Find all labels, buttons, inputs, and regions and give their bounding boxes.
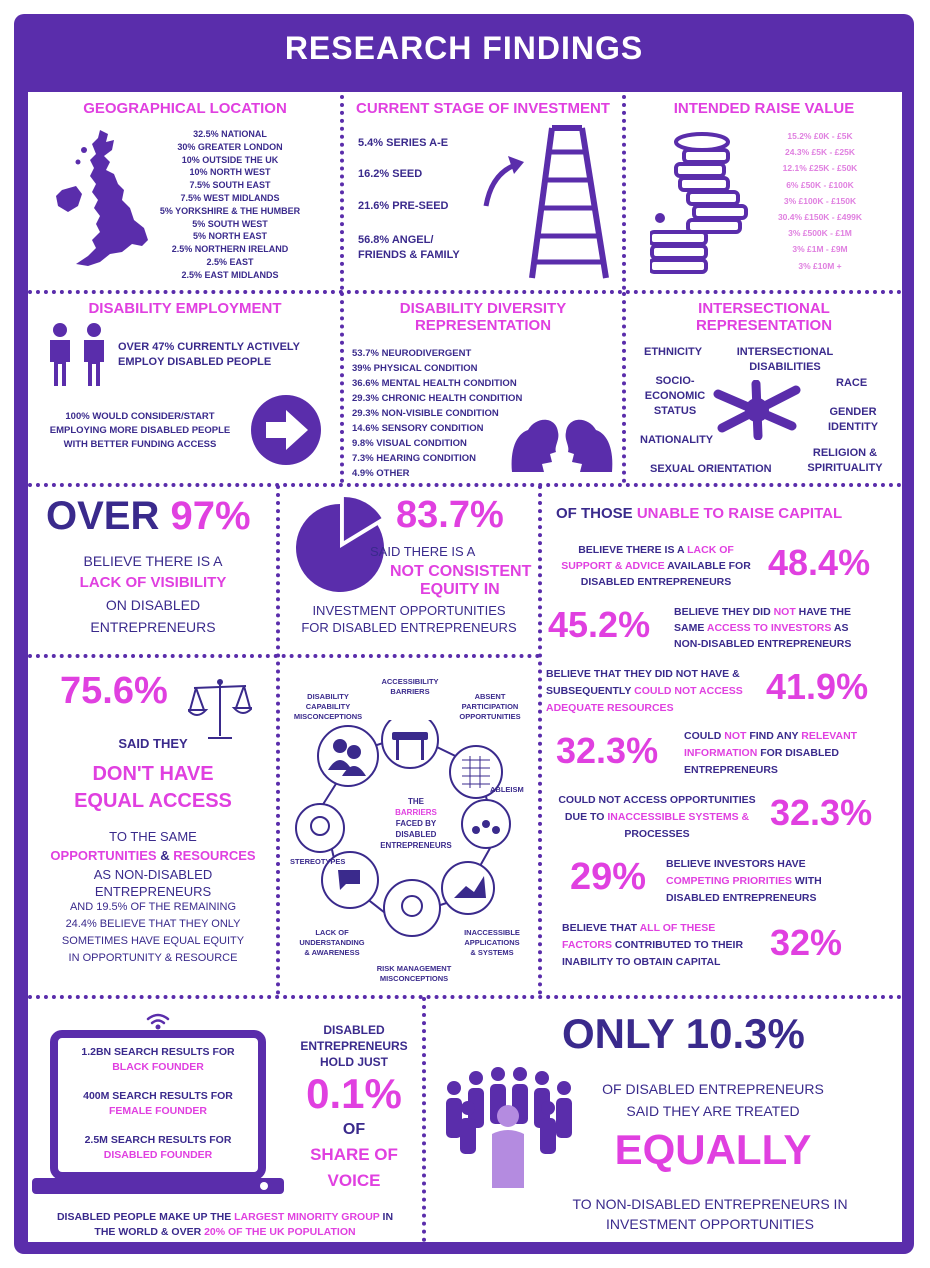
label-intersectional: INTERSECTIONAL DISABILITIES — [736, 346, 834, 373]
label-ethnicity: ETHNICITY — [644, 346, 703, 358]
capital-pct-6: 29% — [570, 856, 647, 898]
equally-pct: ONLY 10.3% — [562, 1010, 805, 1057]
capital-pct-5: 32.3% — [770, 792, 873, 833]
uk-map-icon — [48, 128, 158, 278]
capital-stat-3: BELIEVE THAT THEY DID NOT HAVE & SUBSEQUENTLY COULD NOT ACCESS ADEQUATE RESOURCES — [546, 668, 743, 714]
list-item: 4.9% OTHER — [352, 468, 410, 479]
capital-heading: OF THOSE UNABLE TO RAISE CAPITAL — [556, 505, 843, 522]
stage-item: 56.8% ANGEL/ — [358, 234, 434, 246]
divider — [538, 485, 542, 995]
list-item: 12.1% £25K - £50K — [782, 163, 858, 174]
list-item: 5% SOUTH WEST — [192, 218, 268, 229]
wifi-icon — [146, 1012, 170, 1030]
capital-pct-2: 45.2% — [548, 604, 651, 645]
list-item: 7.3% HEARING CONDITION — [352, 453, 477, 464]
geo-heading: GEOGRAPHICAL LOCATION — [83, 100, 287, 117]
equity-pct: 83.7% — [396, 494, 504, 536]
equity-text: SAID THERE IS A NOT CONSISTENT EQUITY IN INVESTMENT OPPORTUNITIES FOR DISABLED ENTREPRENEURS — [301, 544, 532, 635]
list-item: 5% NORTH EAST — [192, 231, 267, 242]
list-item: 2.5% EAST MIDLANDS — [181, 269, 279, 280]
capital-stat-6: BELIEVE INVESTORS HAVE COMPETING PRIORITIES WITH DISABLED ENTREPRENEURS — [666, 858, 822, 904]
raise-heading: INTENDED RAISE VALUE — [673, 100, 855, 117]
barrier-accessibility: ACCESSIBILITY BARRIERS — [381, 677, 439, 696]
list-item: 14.6% SENSORY CONDITION — [352, 423, 484, 434]
list-item: 39% PHYSICAL CONDITION — [352, 363, 478, 374]
employment-stat: OVER 47% CURRENTLY ACTIVELY EMPLOY DISABLED PEOPLE — [118, 341, 300, 368]
divider — [28, 290, 902, 294]
stage-heading: CURRENT STAGE OF INVESTMENT — [356, 100, 610, 117]
capital-pct-4: 32.3% — [556, 730, 659, 771]
list-item: 9.8% VISUAL CONDITION — [352, 438, 467, 449]
head-profiles-icon — [508, 410, 616, 472]
list-item: 10% NORTH WEST — [189, 167, 271, 178]
barrier-inaccessible: INACCESSIBLE APPLICATIONS & SYSTEMS — [464, 928, 520, 957]
diversity-list — [352, 346, 522, 481]
people-icon — [44, 322, 112, 386]
barrier-lack-of-understanding: LACK OF UNDERSTANDING & AWARENESS — [299, 928, 365, 957]
label-race: RACE — [836, 377, 868, 389]
stage-item: 5.4% SERIES A-E — [358, 137, 449, 149]
capital-stat-5: COULD NOT ACCESS OPPORTUNITIES DUE TO INACCESSIBLE SYSTEMS & PROCESSES — [558, 794, 756, 840]
stage-item: FRIENDS & FAMILY — [358, 249, 460, 261]
barrier-ableism: ABLEISM — [490, 785, 524, 794]
label-religion: RELIGION & SPIRITUALITY — [807, 447, 883, 474]
label-socio: SOCIO- ECONOMIC STATUS — [644, 375, 706, 417]
list-item: 32.5% NATIONAL — [193, 129, 267, 139]
list-item: 3% £1M - £9M — [792, 244, 848, 255]
list-item: 53.7% NEURODIVERGENT — [352, 348, 472, 359]
capital-stat-1: BELIEVE THERE IS A LACK OF SUPPORT & ADVICE AVAILABLE FOR DISABLED ENTREPRENEURS — [561, 544, 751, 588]
diversity-heading: DISABILITY DIVERSITY REPRESENTATION — [399, 300, 567, 334]
raise-list — [760, 128, 880, 274]
list-item: 36.6% MENTAL HEALTH CONDITION — [352, 378, 517, 389]
barrier-risk-management: RISK MANAGEMENT MISCONCEPTIONS — [376, 964, 452, 983]
list-item: 3% £100K - £150K — [783, 195, 857, 206]
list-item: 3% £500K - £1M — [788, 228, 852, 239]
capital-pct-7: 32% — [770, 922, 843, 963]
list-item: 2.5% EAST — [206, 256, 254, 267]
equally-text: OF DISABLED ENTREPRENEURS SAID THEY ARE TREATED EQUALLY — [602, 1081, 824, 1173]
equally-footnote: TO NON-DISABLED ENTREPRENEURS IN INVESTMENT OPPORTUNITIES — [572, 1196, 848, 1232]
employment-stat-2: 100% WOULD CONSIDER/START EMPLOYING MORE DISABLED PEOPLE WITH BETTER FUNDING ACCESS — [49, 411, 231, 450]
divider — [622, 95, 626, 290]
list-item: 30.4% £150K - £499K — [777, 212, 863, 223]
barrier-disability-capability: DISABILITY CAPABILITY MISCONCEPTIONS — [293, 692, 363, 721]
list-item: 5% YORKSHIRE & THE HUMBER — [159, 205, 301, 216]
coin-stack-icon — [650, 128, 760, 278]
joined-hands-icon — [712, 380, 802, 440]
label-gender: GENDER IDENTITY — [827, 406, 879, 433]
divider — [28, 995, 902, 999]
list-item: 24.3% £5K - £25K — [785, 147, 855, 158]
intersectional-heading: INTERSECTIONAL REPRESENTATION — [695, 300, 833, 334]
list-item: 6% £50K - £100K — [786, 179, 854, 190]
list-item: 29.3% NON-VISIBLE CONDITION — [352, 408, 499, 419]
page-title: RESEARCH FINDINGS — [284, 30, 644, 66]
access-text: SAID THEY DON'T HAVE EQUAL ACCESS TO THE SAME OPPORTUNITIES & RESOURCES AS NON-DISABLED ENTREPRENEURS AND 19.5% OF THE REMAINING 24.4% BELIEVE THAT THEY ONLY SOMETIMES HAVE EQUAL EQUITY IN OPPORTUNITY & RESOURCE — [50, 736, 256, 964]
barrier-stereotypes: STEREOTYPES — [290, 857, 346, 866]
capital-stat-4: COULD NOT FIND ANY RELEVANT INFORMATION FOR DISABLED ENTREPRENEURS — [684, 730, 858, 776]
visibility-stat: OVER 97% — [46, 494, 251, 538]
arrow-right-icon — [250, 394, 322, 466]
voice-stat: DISABLED ENTREPRENEURS HOLD JUST 0.1% OF SHARE OF VOICE — [300, 1023, 408, 1190]
capital-stat-2: BELIEVE THEY DID NOT HAVE THE SAME ACCESS TO INVESTORS AS NON-DISABLED ENTREPRENEURS — [674, 606, 852, 650]
access-pct: 75.6% — [60, 670, 168, 712]
list-item: 29.3% CHRONIC HEALTH CONDITION — [352, 393, 523, 404]
list-item: 15.2% £0K - £5K — [787, 131, 853, 141]
label-sexual-orientation: SEXUAL ORIENTATION — [650, 463, 772, 475]
search-results: 1.2BN SEARCH RESULTS FOR BLACK FOUNDER 400M SEARCH RESULTS FOR FEMALE FOUNDER 2.5M SEARCH RESULTS FOR DISABLED FOUNDER — [81, 1046, 235, 1161]
label-nationality: NATIONALITY — [640, 434, 714, 446]
capital-stat-7: BELIEVE THAT ALL OF THESE FACTORS CONTRIBUTED TO THEIR INABILITY TO OBTAIN CAPITAL — [562, 922, 744, 968]
divider — [28, 654, 540, 658]
list-item: 3% £10M + — [798, 260, 842, 271]
employment-heading: DISABILITY EMPLOYMENT — [88, 300, 282, 317]
stage-item: 21.6% PRE-SEED — [358, 200, 449, 212]
divider — [340, 95, 344, 290]
barrier-absent-participation: ABSENT PARTICIPATION OPPORTUNITIES — [459, 692, 521, 721]
list-item: 10% OUTSIDE THE UK — [181, 154, 279, 165]
list-item: 2.5% NORTHERN IRELAND — [171, 244, 289, 255]
barriers-center: THE BARRIERS FACED BY DISABLED ENTREPRENEURS — [380, 797, 452, 850]
stage-item: 16.2% SEED — [358, 168, 423, 180]
minority-footnote: DISABLED PEOPLE MAKE UP THE LARGEST MINORITY GROUP IN THE WORLD & OVER 20% OF THE UK POPULATION — [56, 1211, 394, 1238]
geo-list — [150, 128, 310, 282]
scales-icon — [188, 676, 252, 742]
list-item: 30% GREATER LONDON — [177, 141, 283, 152]
ladder-icon — [478, 124, 614, 280]
capital-pct-3: 41.9% — [766, 666, 869, 707]
crowd-icon — [440, 1064, 576, 1190]
list-item: 7.5% WEST MIDLANDS — [180, 192, 280, 203]
divider — [28, 483, 902, 487]
visibility-text: BELIEVE THERE IS A LACK OF VISIBILITY ON DISABLED ENTREPRENEURS — [79, 553, 227, 635]
list-item: 7.5% SOUTH EAST — [189, 180, 271, 191]
capital-pct-1: 48.4% — [768, 542, 871, 583]
